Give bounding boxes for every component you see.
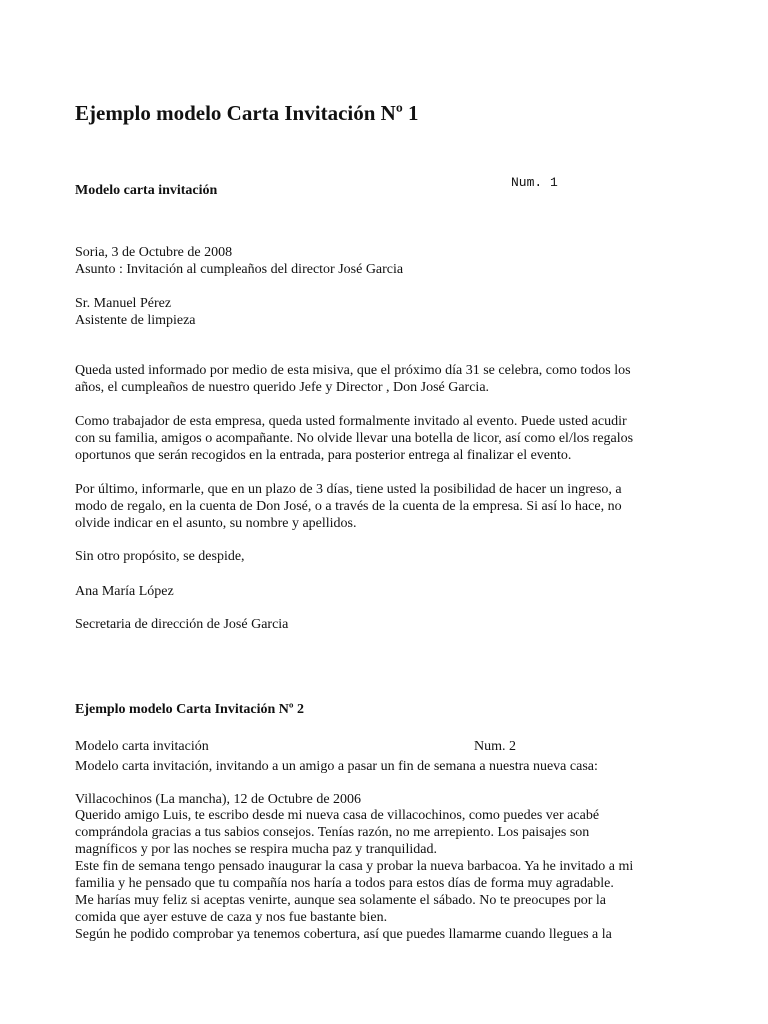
paragraph-line: con su familia, amigos o acompañante. No olvide llevar una botella de licor, así como el/los regalos	[75, 431, 634, 446]
letter2-number: Num. 2	[474, 739, 516, 754]
letter1-closing: Sin otro propósito, se despide,	[75, 549, 245, 564]
paragraph-line: comida que ayer estuve de caza y nos fue bastante bien.	[75, 910, 388, 925]
letter1-paragraph-1	[75, 362, 700, 396]
paragraph-line: magníficos y por las noches se respira mucha paz y tranquilidad.	[75, 842, 437, 857]
letter1-subtitle: Modelo carta invitación	[75, 183, 218, 198]
paragraph-line: Este fin de semana tengo pensado inaugurar la casa y probar la nueva barbacoa. Ya he invitado a mi	[75, 859, 634, 874]
letter1-paragraph-3	[75, 481, 700, 532]
letter1-place-date: Soria, 3 de Octubre de 2008	[75, 245, 233, 260]
paragraph-line: Como trabajador de esta empresa, queda usted formalmente invitado al evento. Puede usted acudir	[75, 414, 627, 429]
paragraph-line: Según he podido comprobar ya tenemos cobertura, así que puedes llamarme cuando llegues a la	[75, 927, 612, 942]
letter1-recipient-name: Sr. Manuel Pérez	[75, 296, 172, 311]
paragraph-line: oportunos que serán recogidos en la entrada, para posterior entrega al finalizar el evento.	[75, 448, 572, 463]
paragraph-line: Me harías muy feliz si aceptas venirte, aunque sea solamente el sábado. No te preocupes por la	[75, 893, 607, 908]
paragraph-line: familia y he pensado que tu compañía nos haría a todos para estos días de forma muy agradable.	[75, 876, 614, 891]
letter1-signer-role: Secretaria de dirección de José Garcia	[75, 617, 289, 632]
letter1-signer: Ana María López	[75, 584, 174, 599]
letter1-subject: Asunto : Invitación al cumpleaños del director José Garcia	[75, 262, 404, 277]
letter2-place-date: Villacochinos (La mancha), 12 de Octubre de 2006	[75, 792, 362, 807]
letter1-paragraph-2	[75, 413, 700, 464]
paragraph-line: olvide indicar en el asunto, su nombre y apellidos.	[75, 516, 357, 531]
letter2-subtitle: Modelo carta invitación	[75, 739, 209, 754]
letter1-title: Ejemplo modelo Carta Invitación Nº 1	[75, 101, 419, 125]
paragraph-line: Querido amigo Luis, te escribo desde mi nueva casa de villacochinos, como puedes ver acabé	[75, 808, 600, 823]
paragraph-line: años, el cumpleaños de nuestro querido Jefe y Director , Don José Garcia.	[75, 380, 490, 395]
letter2-intro: Modelo carta invitación, invitando a un amigo a pasar un fin de semana a nuestra nueva casa:	[75, 759, 598, 774]
letter1-number: Num. 1	[511, 175, 558, 190]
paragraph-line: modo de regalo, en la cuenta de Don José, o a través de la cuenta de la empresa. Si así lo hace, no	[75, 499, 622, 514]
letter2-title: Ejemplo modelo Carta Invitación Nº 2	[75, 702, 304, 717]
paragraph-line: Por último, informarle, que en un plazo de 3 días, tiene usted la posibilidad de hacer un ingreso, a	[75, 482, 622, 497]
paragraph-line: comprándola gracias a tus sabios consejos. Tenías razón, no me arrepiento. Los paisajes son	[75, 825, 590, 840]
paragraph-line: Queda usted informado por medio de esta misiva, que el próximo día 31 se celebra, como todos los	[75, 363, 631, 378]
letter1-recipient-role: Asistente de limpieza	[75, 313, 196, 328]
letter2-body	[75, 807, 700, 943]
